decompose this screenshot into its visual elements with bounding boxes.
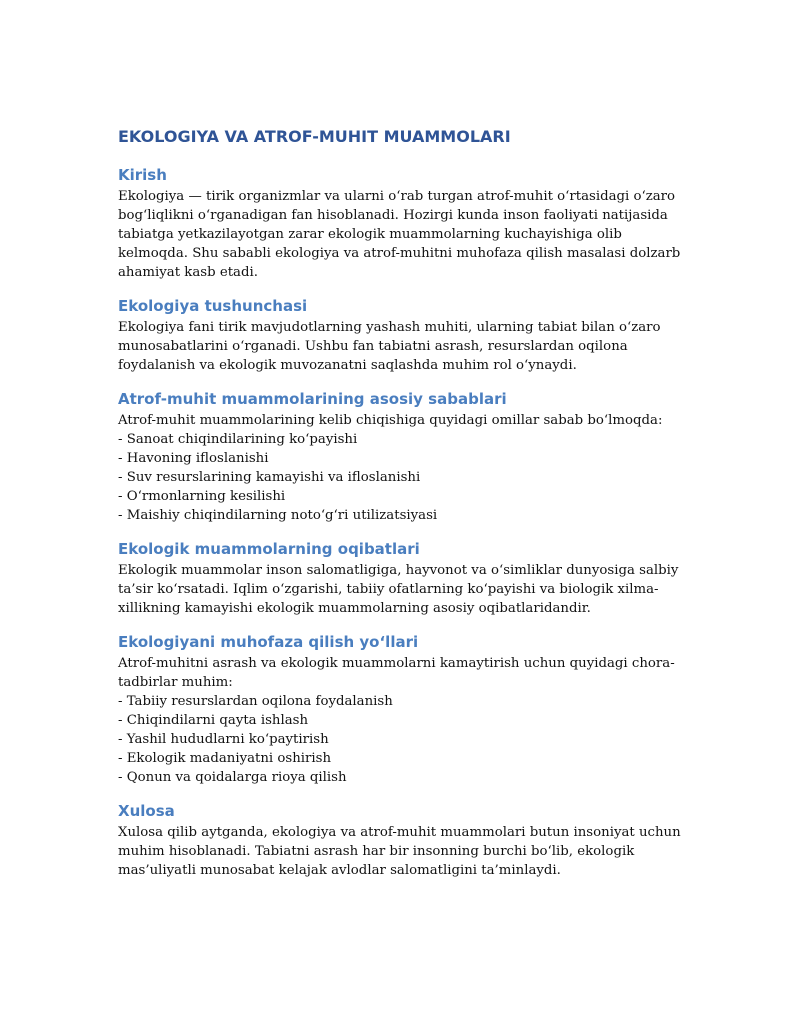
document-page [118,124,688,893]
list-item: - O‘rmonlarning kesilishi [118,489,286,504]
list-item: - Ekologik madaniyatni oshirish [118,751,332,766]
section-asosiy-sabablari [118,388,688,525]
document-title: EKOLOGIYA VA ATROF-MUHIT MUAMMOLARI [118,127,511,146]
section-muhofaza-yollari [118,631,688,787]
section-heading: Ekologiya tushunchasi [118,297,308,315]
section-paragraph: Ekologiya fani tirik mavjudotlarning yashash muhiti, ularning tabiat bilan o‘zaro munosabatlarini o‘rganadi. Ushbu fan tabiatni asrash, resurslardan oqilona foydalanish va ekologik muvozanatni saqlashda muhim rol o‘ynaydi. [118,320,661,373]
section-heading: Ekologiyani muhofaza qilish yo‘llari [118,633,419,651]
measures-list [118,692,688,787]
section-paragraph: Ekologik muammolar inson salomatligiga, hayvonot va o‘simliklar dunyosiga salbiy ta’sir ko‘rsatadi. Iqlim o‘zgarishi, tabiiy ofatlarning ko‘payishi va biologik xilma-xillikning kamayishi ekologik muammolarning asosiy oqibatlaridandir. [118,563,679,616]
section-heading: Xulosa [118,802,175,820]
section-heading: Kirish [118,166,167,184]
list-item: - Qonun va qoidalarga rioya qilish [118,770,347,785]
section-heading: Atrof-muhit muammolarining asosiy sabablari [118,390,507,408]
list-item: - Maishiy chiqindilarning noto‘g‘ri utilizatsiyasi [118,508,438,523]
section-heading: Ekologik muammolarning oqibatlari [118,540,420,558]
section-kirish [118,164,688,282]
list-item: - Sanoat chiqindilarining ko‘payishi [118,432,358,447]
list-item: - Yashil hududlarni ko‘paytirish [118,732,329,747]
list-item: - Chiqindilarni qayta ishlash [118,713,309,728]
section-paragraph: Xulosa qilib aytganda, ekologiya va atrof-muhit muammolari butun insoniyat uchun muhim hisoblanadi. Tabiatni asrash har bir insonning burchi bo‘lib, ekologik mas’uliyatli munosabat kelajak avlodlar salomatligini ta’minlaydi. [118,825,681,878]
section-paragraph: Ekologiya — tirik organizmlar va ularni o‘rab turgan atrof-muhit o‘rtasidagi o‘zaro bog‘liqlikni o‘rganadigan fan hisoblanadi. Hozirgi kunda inson faoliyati natijasida tabiatga yetkazilayotgan zarar ekologik muammolarning kuchayishiga olib kelmoqda. Shu sababli ekologiya va atrof-muhitni muhofaza qilish masalasi dolzarb ahamiyat kasb etadi. [118,189,681,280]
list-item: - Havoning ifloslanishi [118,451,269,466]
section-xulosa [118,800,688,880]
section-paragraph: Atrof-muhitni asrash va ekologik muammolarni kamaytirish uchun quyidagi chora-tadbirlar muhim: [118,656,675,690]
section-oqibatlari [118,538,688,618]
causes-list [118,430,688,525]
section-paragraph: Atrof-muhit muammolarining kelib chiqishiga quyidagi omillar sabab bo‘lmoqda: [118,413,663,428]
section-ekologiya-tushunchasi [118,295,688,375]
list-item: - Suv resurslarining kamayishi va ifloslanishi [118,470,421,485]
list-item: - Tabiiy resurslardan oqilona foydalanish [118,694,393,709]
